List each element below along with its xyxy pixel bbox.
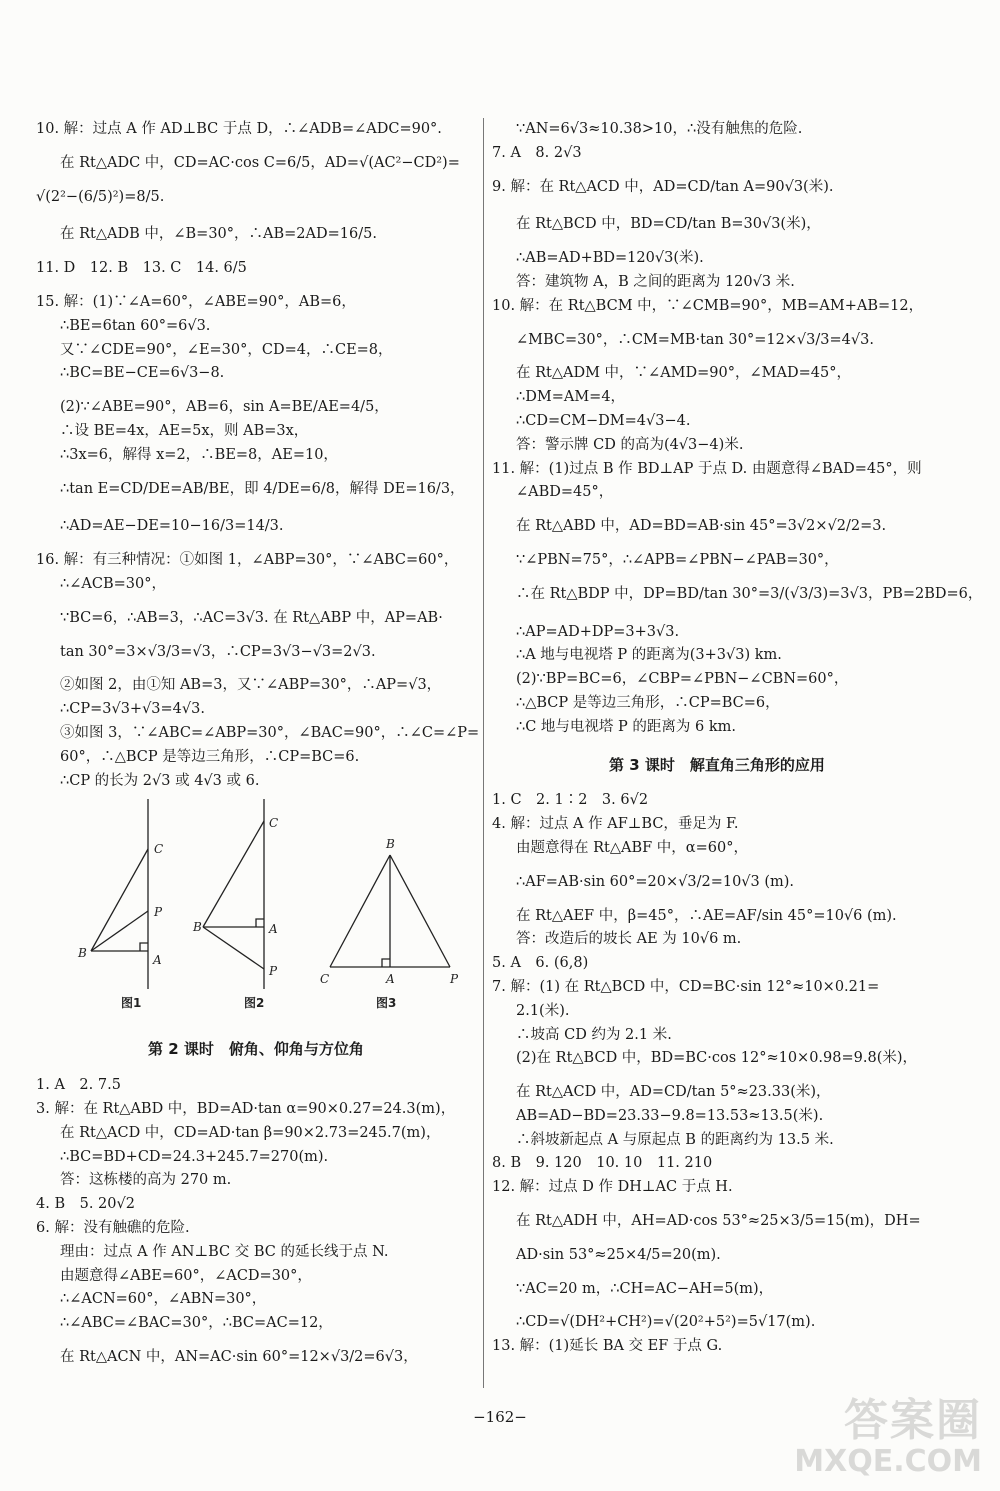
text-line: 在 Rt△ACD 中，CD=AD·tan β=90×2.73=245.7(m)，: [60, 1124, 441, 1141]
text-line: ∵BC=6，∴AB=3，∴AC=3√3. 在 Rt△ABP 中，AP=AB·: [60, 609, 443, 626]
fig1-label: P: [154, 905, 163, 920]
fig2-label: B: [193, 920, 202, 935]
fig2-caption: 图2: [244, 996, 265, 1011]
text-line: 13. 解：(1)延长 BA 交 EF 于点 G.: [492, 1338, 723, 1355]
text-line: 答：这栋楼的高为 270 m.: [60, 1172, 232, 1189]
text-line: ∴∠ABC=∠BAC=30°，∴BC=AC=12，: [60, 1315, 333, 1332]
text-line: 15. 解：(1)∵∠A=60°，∠ABE=90°，AB=6，: [36, 293, 356, 310]
text-line: 答：建筑物 A，B 之间的距离为 120√3 米.: [516, 273, 795, 290]
fig1-label: A: [153, 953, 162, 968]
text-line: (2)∵∠ABE=90°，AB=6，sin A=BE/AE=4/5，: [60, 399, 389, 416]
text-line: ∠MBC=30°，∴CM=MB·tan 30°=12×√3/3=4√3.: [516, 331, 874, 348]
geometry-figures: [36, 799, 476, 1024]
text-line: 4. B 5. 20√2: [36, 1196, 135, 1213]
text-line: 8. B 9. 120 10. 10 11. 210: [492, 1155, 713, 1172]
section-title: 第 3 课时 解直角三角形的应用: [609, 755, 825, 774]
text-line: ∴设 BE=4x，AE=5x，则 AB=3x，: [60, 422, 309, 439]
text-line: 1. A 2. 7.5: [36, 1077, 121, 1094]
text-line: ∴∠ACB=30°，: [60, 575, 166, 592]
text-line: 2.1(米).: [516, 1002, 570, 1019]
text-line: √(2²−(6/5)²)=8/5.: [36, 188, 165, 205]
text-line: ∴BC=BD+CD=24.3+245.7=270(m).: [60, 1148, 329, 1165]
text-line: 在 Rt△ADB 中，∠B=30°，∴AB=2AD=16/5.: [60, 226, 377, 243]
text-line: 5. A 6. (6,8): [492, 955, 589, 972]
text-line: ∴AD=AE−DE=10−16/3=14/3.: [60, 518, 284, 535]
text-line: ∴斜坡新起点 A 与原起点 B 的距离约为 13.5 米.: [516, 1131, 834, 1148]
watermark-text: 答案圈: [844, 1395, 982, 1446]
fig3-triangle: [330, 855, 390, 967]
text-line: AD·sin 53°≈25×4/5=20(m).: [516, 1246, 721, 1263]
text-line: ∴DM=AM=4，: [516, 389, 626, 406]
text-line: 由题意得∠ABE=60°，∠ACD=30°，: [60, 1267, 312, 1284]
text-line: 12. 解：过点 D 作 DH⊥AC 于点 H.: [492, 1179, 733, 1196]
text-line: 4. 解：过点 A 作 AF⊥BC，垂足为 F.: [492, 816, 739, 833]
fig3-caption: 图3: [376, 996, 397, 1011]
text-line: ∴3x=6，解得 x=2，∴BE=8，AE=10，: [60, 446, 338, 463]
watermark-url: MXQE.COM: [794, 1444, 982, 1479]
text-line: (2)∵BP=BC=6，∠CBP=∠PBN−∠CBN=60°，: [516, 671, 849, 688]
fig2-label: A: [269, 922, 278, 937]
text-line: 10. 解：在 Rt△BCM 中，∵∠CMB=90°，MB=AM+AB=12，: [492, 297, 924, 314]
fig2-label: P: [269, 964, 278, 979]
text-line: ∵AN=6√3≈10.38>10，∴没有触焦的危险.: [516, 121, 803, 137]
text-line: ∴AF=AB·sin 60°=20×√3/2=10√3 (m).: [516, 873, 795, 890]
text-line: 在 Rt△ADH 中，AH=AD·cos 53°≈25×3/5=15(m)，DH=: [516, 1213, 921, 1230]
text-line: 7. 解：(1) 在 Rt△BCD 中，CD=BC·sin 12°≈10×0.21=: [492, 978, 880, 995]
text-line: 在 Rt△ABD 中，AD=BD=AB·sin 45°=3√2×√2/2=3.: [516, 518, 887, 535]
text-line: ③如图 3，∵∠ABC=∠ABP=30°，∠BAC=90°，∴∠C=∠P=: [60, 724, 480, 741]
text-line: ∴tan E=CD/DE=AB/BE，即 4/DE=6/8，解得 DE=16/3，: [60, 480, 465, 497]
fig2-label: C: [269, 816, 279, 831]
watermark: [692, 1384, 982, 1479]
fig1-label: C: [154, 842, 164, 857]
text-line: ∴BC=BE−CE=6√3−8.: [60, 365, 225, 382]
text-line: ∴AB=AD+BD=120√3(米).: [516, 250, 704, 267]
text-line: ∴AP=AD+DP=3+3√3.: [516, 623, 680, 640]
text-line: ∴A 地与电视塔 P 的距离为(3+3√3) km.: [516, 647, 782, 664]
text-line: 在 Rt△ACN 中，AN=AC·sin 60°=12×√3/2=6√3，: [60, 1348, 418, 1365]
text-line: 理由：过点 A 作 AN⊥BC 交 BC 的延长线于点 N.: [60, 1243, 389, 1260]
text-line: 在 Rt△ACD 中，AD=CD/tan 5°≈23.33(米)，: [516, 1084, 831, 1101]
text-line: 3. 解：在 Rt△ABD 中，BD=AD·tan α=90×0.27=24.3(m)，: [36, 1100, 456, 1117]
text-line: 9. 解：在 Rt△ACD 中，AD=CD/tan A=90√3(米).: [492, 178, 834, 195]
right-column: [492, 118, 983, 1359]
text-line: 由题意得在 Rt△ABF 中，α=60°，: [516, 839, 748, 856]
text-line: 11. 解：(1)过点 B 作 BD⊥AP 于点 D. 由题意得∠BAD=45°，则: [492, 460, 922, 477]
text-line: 答：改造后的坡长 AE 为 10√6 m.: [516, 931, 742, 948]
text-line: ∴CD=CM−DM=4√3−4.: [516, 412, 691, 429]
text-line: 在 Rt△ADC 中，CD=AC·cos C=6/5，AD=√(AC²−CD²)=: [60, 154, 460, 171]
text-line: 在 Rt△BCD 中，BD=CD/tan B=30√3(米)，: [516, 216, 821, 233]
text-line: ∴CD=√(DH²+CH²)=√(20²+5²)=5√17(m).: [516, 1314, 816, 1331]
fig3-label: P: [450, 972, 459, 987]
text-line: ∴∠ACN=60°，∠ABN=30°，: [60, 1291, 267, 1308]
text-line: AB=AD−BD=23.33−9.8=13.53≈13.5(米).: [516, 1107, 824, 1124]
text-line: ∴△BCP 是等边三角形，∴CP=BC=6，: [516, 694, 780, 711]
text-line: (2)在 Rt△BCD 中，BD=BC·cos 12°≈10×0.98=9.8(米)，: [516, 1050, 918, 1067]
text-line: 6. 解：没有触礁的危险.: [36, 1219, 190, 1236]
text-line: ②如图 2，由①知 AB=3，又∵∠ABP=30°，∴AP=√3，: [60, 677, 442, 694]
left-column: [36, 118, 480, 1370]
text-line: ∴C 地与电视塔 P 的距离为 6 km.: [516, 718, 736, 735]
text-line: ∴在 Rt△BDP 中，DP=BD/tan 30°=3/(√3/3)=3√3，PB=2BD=6，: [516, 585, 983, 602]
fig3-label: A: [386, 972, 395, 987]
text-line: 答：警示牌 CD 的高为(4√3−4)米.: [516, 436, 744, 453]
text-line: ∴坡高 CD 约为 2.1 米.: [516, 1026, 672, 1043]
fig1-caption: 图1: [121, 996, 142, 1011]
page-number: −162−: [473, 1408, 527, 1426]
text-line: ∠ABD=45°，: [516, 484, 614, 501]
text-line: 在 Rt△AEF 中，β=45°，∴AE=AF/sin 45°=10√6 (m).: [516, 907, 897, 924]
text-line: 11. D 12. B 13. C 14. 6/5: [36, 260, 247, 277]
text-line: ∴BE=6tan 60°=6√3.: [60, 317, 211, 334]
text-line: tan 30°=3×√3/3=√3，∴CP=3√3−√3=2√3.: [60, 643, 376, 660]
text-line: 10. 解：过点 A 作 AD⊥BC 于点 D，∴∠ADB=∠ADC=90°.: [36, 121, 442, 137]
fig3-label: B: [386, 837, 395, 852]
text-line: 又∵∠CDE=90°，∠E=30°，CD=4，∴CE=8，: [60, 341, 393, 358]
text-line: ∴CP=3√3+√3=4√3.: [60, 701, 205, 718]
column-divider: [483, 118, 484, 1388]
text-line: ∵AC=20 m，∴CH=AC−AH=5(m)，: [516, 1280, 774, 1297]
text-line: ∵∠PBN=75°，∴∠APB=∠PBN−∠PAB=30°，: [516, 551, 839, 568]
fig1-label: B: [78, 946, 87, 961]
text-line: ∴CP 的长为 2√3 或 4√3 或 6.: [60, 772, 260, 789]
figures-svg: [36, 799, 476, 1024]
text-line: 1. C 2. 1∶2 3. 6√2: [492, 792, 649, 809]
text-line: 在 Rt△ADM 中，∵∠AMD=90°，∠MAD=45°，: [516, 365, 851, 382]
text-line: 60°，∴△BCP 是等边三角形，∴CP=BC=6.: [60, 748, 360, 765]
fig3-label: C: [320, 972, 330, 987]
section-title: 第 2 课时 俯角、仰角与方位角: [148, 1040, 364, 1059]
text-line: 7. A 8. 2√3: [492, 144, 582, 161]
text-line: 16. 解：有三种情况：①如图 1，∠ABP=30°，∵∠ABC=60°，: [36, 552, 459, 569]
